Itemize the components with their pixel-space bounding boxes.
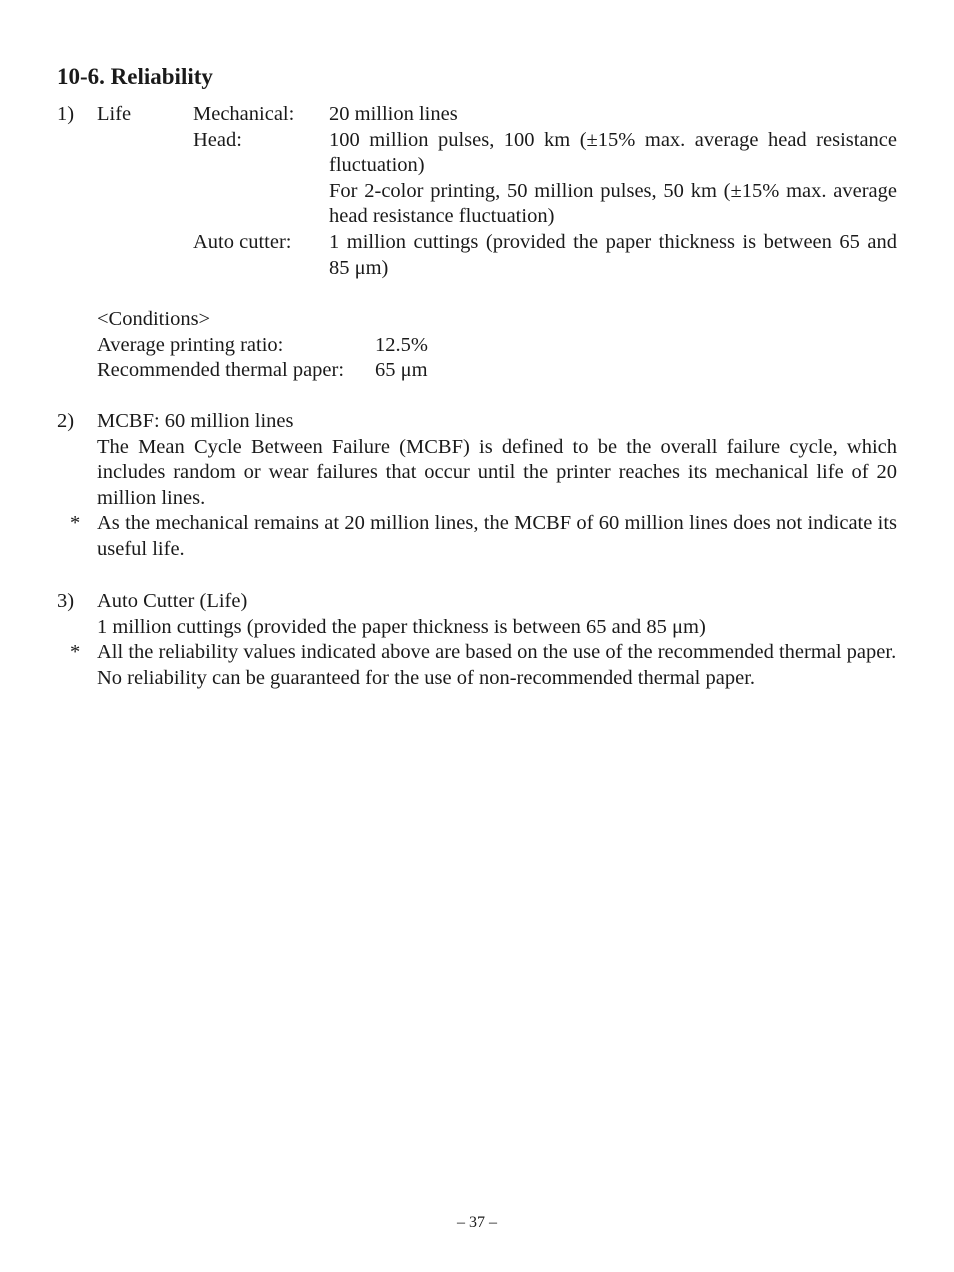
auto-cutter-life-text: 1 million cuttings (provided the paper thickness is between 65 and 85 μm): [97, 615, 706, 638]
mechanical-label: Mechanical:: [193, 103, 295, 125]
mcbf-title: MCBF: 60 million lines: [97, 410, 294, 432]
mcbf-definition: The Mean Cycle Between Failure (MCBF) is defined to be the overall failure cycle, which includes random or wear failures that occur until the printer reaches its mechanical life of 20 million lines.: [97, 435, 897, 509]
conditions-block: [97, 307, 457, 384]
printing-ratio-label: Average printing ratio:: [97, 333, 284, 356]
auto-cutter-title: Auto Cutter (Life): [97, 590, 248, 612]
conditions-title: <Conditions>: [97, 308, 211, 330]
page-number: – 37 –: [457, 1214, 497, 1231]
auto-cutter-label: Auto cutter:: [193, 231, 292, 253]
life-label: Life: [97, 103, 132, 125]
reliability-note: All the reliability values indicated above are based on the use of the recommended thermal paper. No reliability can be guaranteed for the use of non-recommended thermal paper.: [97, 641, 897, 689]
mcbf-note: As the mechanical remains at 20 million lines, the MCBF of 60 million lines does not indicate its useful life.: [97, 512, 897, 560]
mechanical-value: 20 million lines: [329, 103, 458, 125]
head-value: 100 million pulses, 100 km (±15% max. average head resistance fluctuation): [329, 128, 897, 177]
printing-ratio-value: 12.5%: [375, 333, 428, 356]
note-asterisk: *: [70, 641, 81, 664]
item-number: 1): [57, 103, 75, 125]
thermal-paper-label: Recommended thermal paper:: [97, 359, 345, 382]
item-number: 2): [57, 410, 75, 432]
head-value-2color: For 2-color printing, 50 million pulses, 50 km (±15% max. average head resistance fluctuation): [329, 179, 897, 228]
thermal-paper-value: 65 μm: [375, 359, 428, 382]
head-label: Head:: [193, 128, 242, 151]
auto-cutter-value: 1 million cuttings (provided the paper thickness is between 65 and 85 μm): [329, 231, 897, 279]
note-asterisk: *: [70, 512, 81, 535]
item-number: 3): [57, 590, 75, 612]
section-heading: 10-6. Reliability: [57, 64, 213, 89]
